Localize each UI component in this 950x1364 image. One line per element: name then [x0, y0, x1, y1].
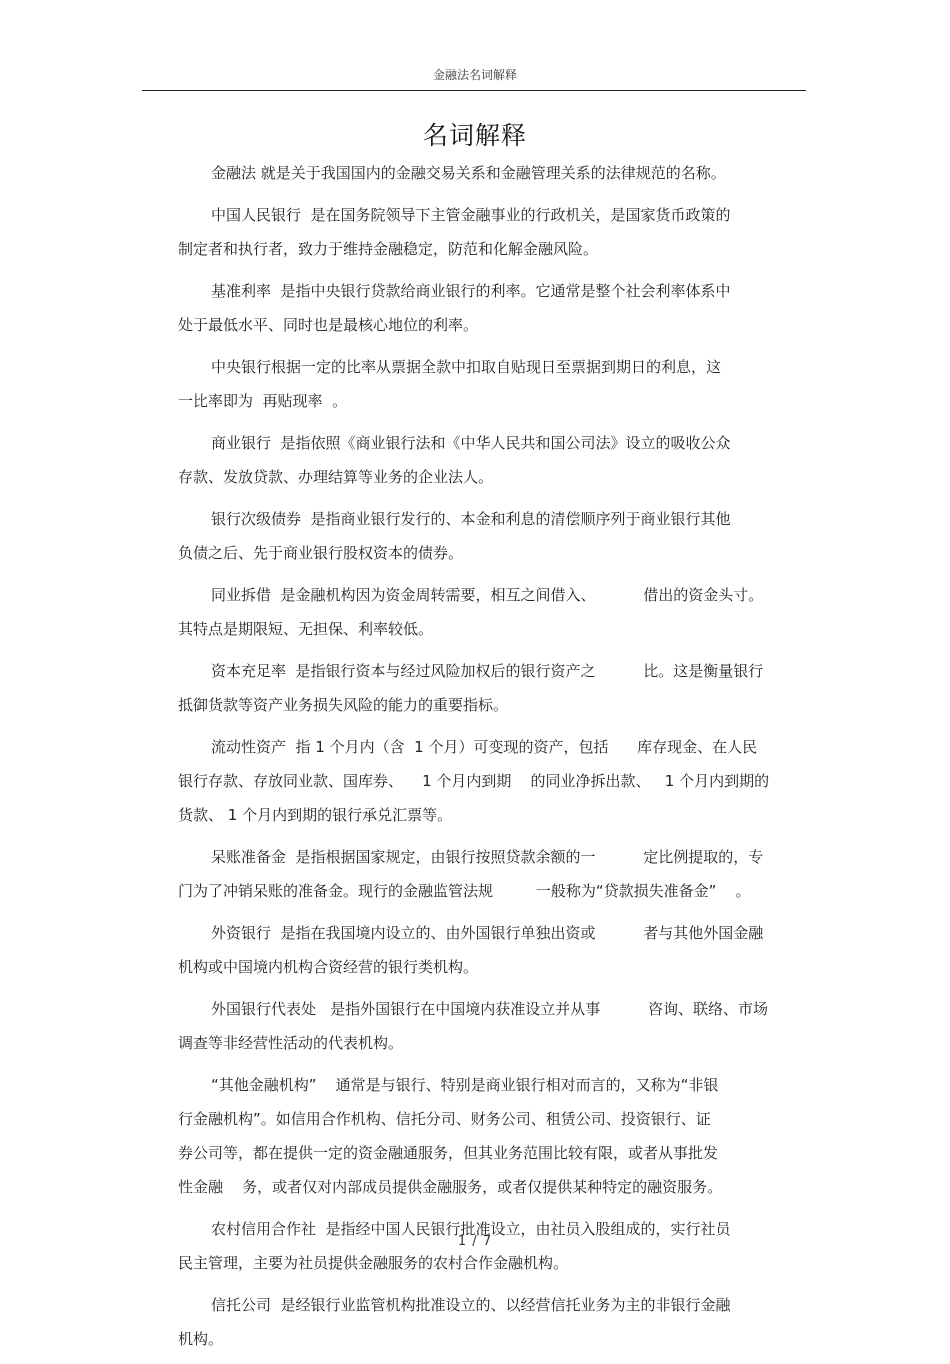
running-header: 金融法名词解释	[432, 68, 517, 82]
entry-line: 机构。	[178, 1330, 224, 1348]
entry-line: 券公司等，都在提供一定的资金融通服务，但其业务范围比较有限，或者从事批发	[178, 1144, 719, 1162]
entry-line: 抵御货款等资产业务损失风险的能力的重要指标。	[178, 696, 509, 714]
entry-line: 处于最低水平、同时也是最核心地位的利率。	[178, 316, 479, 334]
document-body	[178, 156, 818, 1364]
entry-line: 行金融机构”。如信用合作机构、信托分司、财务公司、租赁公司、投资银行、证	[178, 1110, 711, 1128]
entry-line: 调查等非经营性活动的代表机构。	[178, 1034, 404, 1052]
entry-line: 外资银行 是指在我国境内设立的、由外国银行单独出资或 者与其他外国金融	[211, 924, 764, 942]
term-entry	[178, 840, 818, 908]
page-number: 1 / 7	[457, 1234, 493, 1249]
entry-line: 负债之后、先于商业银行股权资本的债券。	[178, 544, 464, 562]
header-rule	[142, 90, 806, 91]
term-entry	[178, 350, 818, 418]
entry-line: 银行次级债券 是指商业银行发行的、本金和利息的清偿顺序列于商业银行其他	[211, 510, 731, 528]
entry-line: 货款、 1 个月内到期的银行承兑汇票等。	[178, 806, 453, 824]
entry-line: 基准利率 是指中央银行贷款给商业银行的利率。它通常是整个社会利率体系中	[211, 282, 731, 300]
entry-line: 中央银行根据一定的比率从票据全款中扣取自贴现日至票据到期日的利息，这	[211, 358, 722, 376]
entry-line: 一比率即为 再贴现率 。	[178, 392, 348, 410]
entry-line: 呆账准备金 是指根据国家规定，由银行按照贷款余额的一 定比例提取的，专	[211, 848, 764, 866]
entry-line: 制定者和执行者，致力于维持金融稳定，防范和化解金融风险。	[178, 240, 599, 258]
term-entry	[178, 992, 818, 1060]
entry-line: 银行存款、存放同业款、国库券、 1 个月内到期 的同业净拆出款、 1 个月内到期的	[178, 772, 770, 790]
entry-line: 商业银行 是指依照《商业银行法和《中华人民共和国公司法》设立的吸收公众	[211, 434, 731, 452]
term-entry	[178, 578, 818, 646]
term-entry	[178, 730, 818, 832]
entry-line: “其他金融机构” 通常是与银行、特别是商业银行相对而言的，又称为“非银	[211, 1076, 719, 1094]
term-entry	[178, 1068, 818, 1204]
entry-line: 信托公司 是经银行业监管机构批准设立的、以经营信托业务为主的非银行金融	[211, 1296, 731, 1314]
entry-line: 中国人民银行 是在国务院领导下主管金融事业的行政机关，是国家货币政策的	[211, 206, 731, 224]
entry-line: 其特点是期限短、无担保、利率较低。	[178, 620, 434, 638]
term-entry	[178, 916, 818, 984]
term-entry	[178, 502, 818, 570]
term-entry	[178, 274, 818, 342]
entry-line: 农村信用合作社 是指经中国人民银行批准设立，由社员入股组成的，实行社员	[211, 1220, 731, 1238]
entry-line: 金融法 就是关于我国国内的金融交易关系和金融管理关系的法律规范的名称。	[211, 164, 726, 182]
term-entry	[178, 426, 818, 494]
term-entry	[178, 156, 818, 190]
term-entry	[178, 198, 818, 266]
term-entry	[178, 1288, 818, 1356]
entry-line: 民主管理，主要为社员提供金融服务的农村合作金融机构。	[178, 1254, 569, 1272]
page-title: 名词解释	[422, 121, 527, 150]
entry-line: 流动性资产 指 1 个月内（含 1 个月）可变现的资产，包括 库存现金、在人民	[211, 738, 758, 756]
entry-line: 同业拆借 是金融机构因为资金周转需要，相互之间借入、 借出的资金头寸。	[211, 586, 764, 604]
term-entry	[178, 654, 818, 722]
entry-line: 性金融 务，或者仅对内部成员提供金融服务，或者仅提供某种特定的融资服务。	[178, 1178, 723, 1196]
entry-line: 门为了冲销呆账的准备金。现行的金融监管法规 一般称为“贷款损失准备金” 。	[178, 882, 751, 900]
entry-line: 外国银行代表处 是指外国银行在中国境内获准设立并从事 咨询、联络、市场	[211, 1000, 768, 1018]
entry-line: 存款、发放贷款、办理结算等业务的企业法人。	[178, 468, 494, 486]
entry-line: 机构或中国境内机构合资经营的银行类机构。	[178, 958, 479, 976]
entry-line: 资本充足率 是指银行资本与经过风险加权后的银行资产之 比。这是衡量银行	[211, 662, 764, 680]
